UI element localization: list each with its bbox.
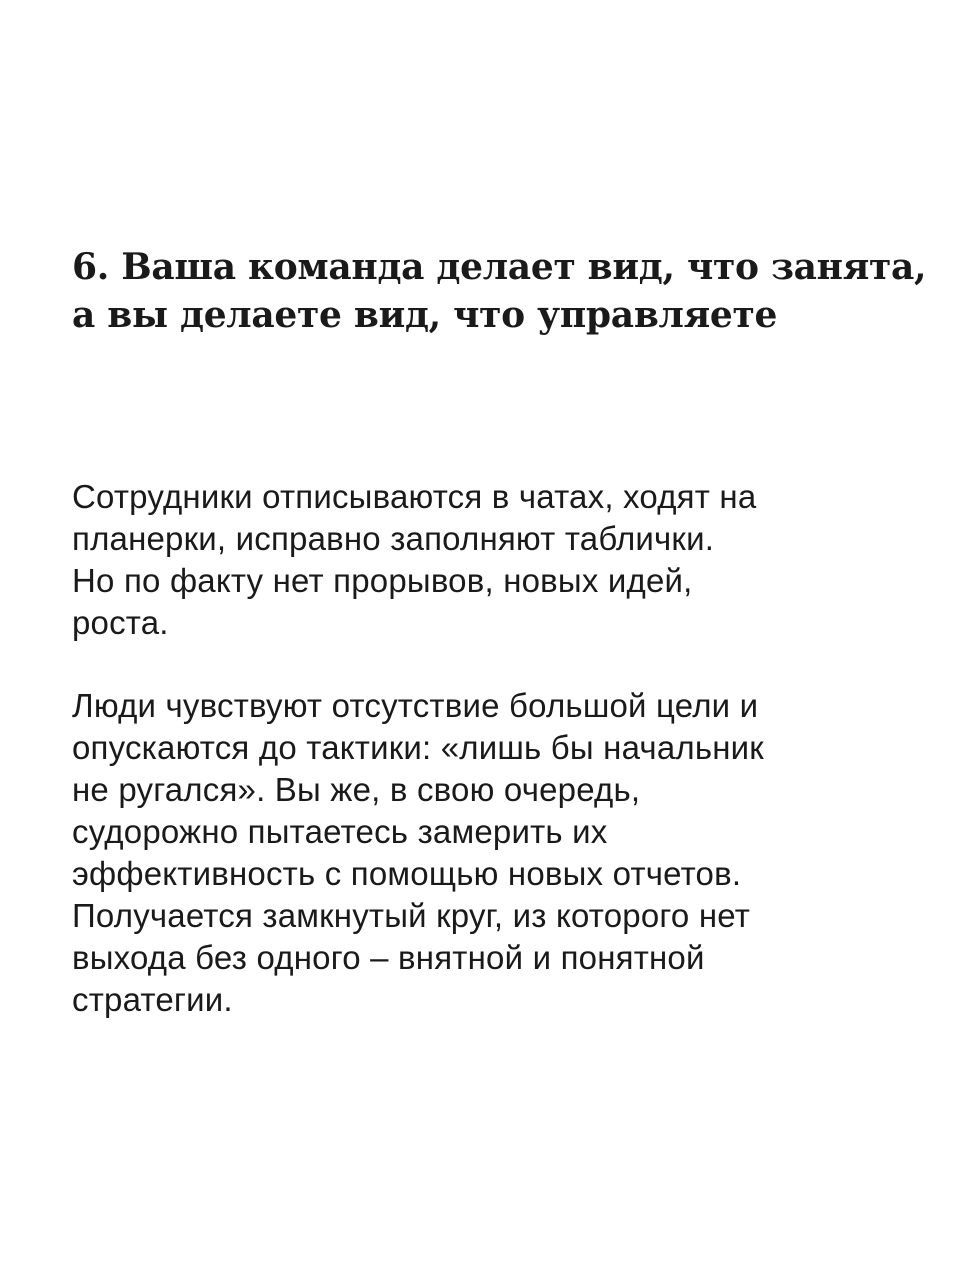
slide-heading	[72, 243, 927, 339]
paragraph-2	[72, 685, 902, 1021]
paragraph-line: Но по факту нет прорывов, новых идей,	[72, 562, 693, 599]
heading-line: а вы делаете вид, что управляете	[72, 294, 778, 336]
paragraph-line: роста.	[72, 604, 169, 641]
heading-line: 6. Ваша команда делает вид, что занята,	[72, 246, 927, 288]
paragraph-line: Сотрудники отписываются в чатах, ходят на	[72, 478, 757, 515]
paragraph-line: не ругался». Вы же, в свою очередь,	[72, 771, 641, 808]
paragraph-line: Люди чувствуют отсутствие большой цели и	[72, 687, 759, 724]
paragraph-line: опускаются до тактики: «лишь бы начальник	[72, 729, 764, 766]
paragraph-line: выхода без одного – внятной и понятной	[72, 939, 705, 976]
paragraph-line: эффективность с помощью новых отчетов.	[72, 855, 742, 892]
paragraph-line: стратегии.	[72, 981, 233, 1018]
paragraph-1	[72, 476, 902, 644]
paragraph-line: Получается замкнутый круг, из которого нет	[72, 897, 751, 934]
paragraph-line: судорожно пытаетесь замерить их	[72, 813, 608, 850]
paragraph-line: планерки, исправно заполняют таблички.	[72, 520, 715, 557]
